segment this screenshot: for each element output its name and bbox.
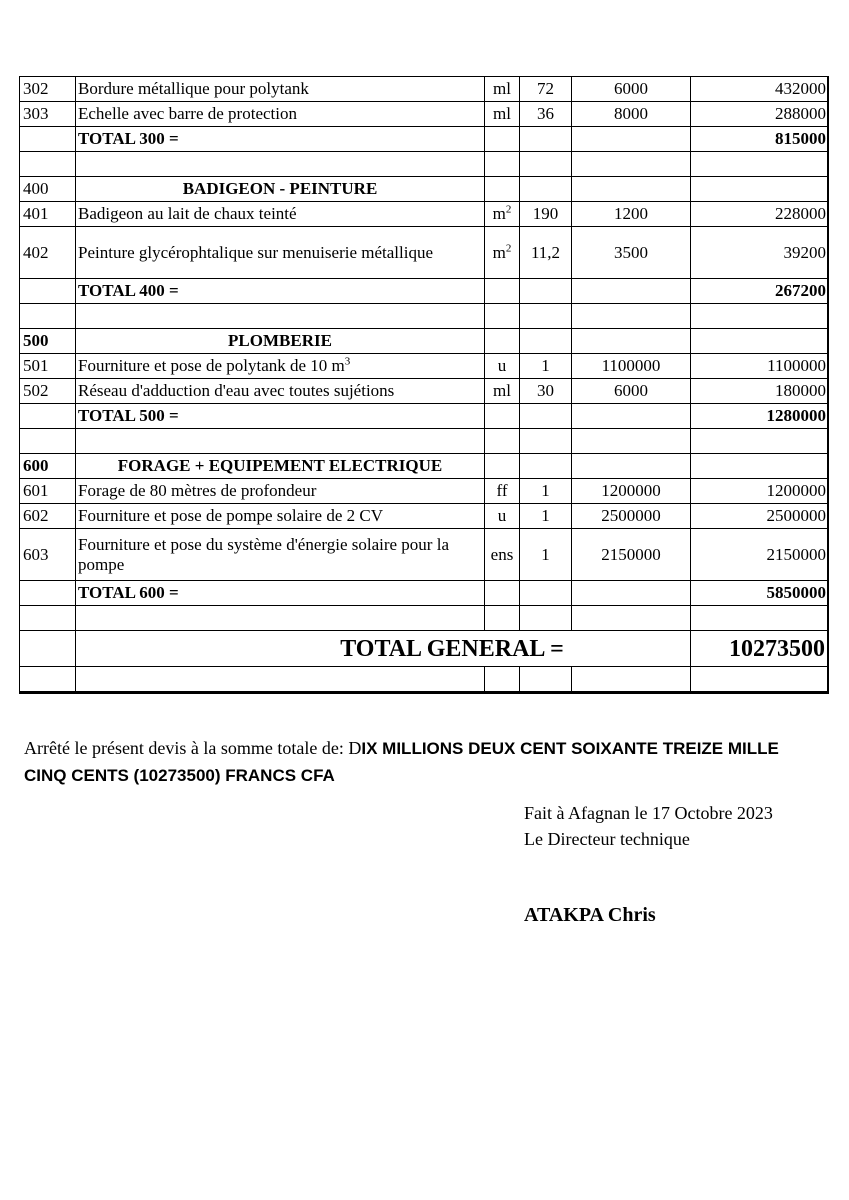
empty-cell: [20, 127, 76, 152]
item-unit: u: [485, 354, 520, 379]
table-row: [20, 529, 828, 581]
item-code: 302: [20, 77, 76, 102]
section-title: BADIGEON - PEINTURE: [76, 177, 485, 202]
item-unit-price: 2150000: [572, 529, 691, 581]
item-amount: 1100000: [691, 354, 828, 379]
closing-statement: [24, 735, 814, 789]
table-row: [20, 102, 828, 127]
item-unit: $m^2$: [485, 202, 520, 227]
item-code: 601: [20, 479, 76, 504]
table-row: [20, 77, 828, 102]
item-quantity: 72: [520, 77, 572, 102]
empty-cell: [485, 127, 520, 152]
place-and-date: Fait à Afagnan le 17 Octobre 2023: [524, 803, 773, 823]
section-code: 500: [20, 329, 76, 354]
section-title: PLOMBERIE: [76, 329, 485, 354]
section-title: FORAGE + EQUIPEMENT ELECTRIQUE: [76, 454, 485, 479]
item-unit: ff: [485, 479, 520, 504]
item-description: Fourniture et pose de pompe solaire de 2 CV: [76, 504, 485, 529]
item-unit: ml: [485, 102, 520, 127]
table-row: [20, 227, 828, 279]
item-description: Bordure métallique pour polytank: [76, 77, 485, 102]
item-description: Forage de 80 mètres de profondeur: [76, 479, 485, 504]
item-unit-price: 1100000: [572, 354, 691, 379]
section-header-row: [20, 329, 828, 354]
grand-total-label: TOTAL GENERAL =: [76, 631, 691, 667]
item-amount: 1200000: [691, 479, 828, 504]
item-unit-price: 8000: [572, 102, 691, 127]
item-quantity: 190: [520, 202, 572, 227]
blank-row: [20, 304, 828, 329]
item-code: 501: [20, 354, 76, 379]
table-row: [20, 379, 828, 404]
item-amount: 288000: [691, 102, 828, 127]
table-row: [20, 354, 828, 379]
item-amount: 180000: [691, 379, 828, 404]
item-unit-price: 6000: [572, 379, 691, 404]
item-quantity: 1: [520, 354, 572, 379]
table-row: [20, 202, 828, 227]
closing-prefix: Arrêté le présent devis à la somme totale de: D: [24, 738, 362, 758]
item-amount: 432000: [691, 77, 828, 102]
item-unit-price: 1200000: [572, 479, 691, 504]
amount-in-words: IX MILLIONS DEUX CENT SOIXANTE TREIZE MILLE CINQ CENTS (10273500) FRANCS CFA: [24, 739, 779, 785]
subtotal-amount: 1280000: [691, 404, 828, 429]
item-quantity: 11,2: [520, 227, 572, 279]
item-quantity: 1: [520, 504, 572, 529]
grand-total-row: [20, 631, 828, 667]
section-header-row: [20, 454, 828, 479]
item-description: Réseau d'adduction d'eau avec toutes sujétions: [76, 379, 485, 404]
subtotal-row: [20, 279, 828, 304]
section-header-row: [20, 177, 828, 202]
grand-total-amount: 10273500: [691, 631, 828, 667]
blank-row: [20, 152, 828, 177]
empty-cell: [572, 127, 691, 152]
blank-row: [20, 667, 828, 692]
item-code: 602: [20, 504, 76, 529]
item-unit-price: 2500000: [572, 504, 691, 529]
item-unit: $m^2$: [485, 227, 520, 279]
subtotal-amount: 267200: [691, 279, 828, 304]
item-unit: ens: [485, 529, 520, 581]
item-quantity: 1: [520, 479, 572, 504]
quote-table-wrapper: [19, 76, 829, 694]
section-code: 400: [20, 177, 76, 202]
item-quantity: 30: [520, 379, 572, 404]
subtotal-amount: 5850000: [691, 581, 828, 606]
item-unit: ml: [485, 77, 520, 102]
subtotal-label: TOTAL 400 =: [76, 279, 485, 304]
item-code: 502: [20, 379, 76, 404]
item-amount: 228000: [691, 202, 828, 227]
item-description: Fourniture et pose de polytank de 10 $m^3$: [76, 354, 485, 379]
blank-row: [20, 606, 828, 631]
subtotal-label: TOTAL 300 =: [76, 127, 485, 152]
item-description: Echelle avec barre de protection: [76, 102, 485, 127]
item-quantity: 1: [520, 529, 572, 581]
item-unit: ml: [485, 379, 520, 404]
item-description: Fourniture et pose du système d'énergie solaire pour la pompe: [76, 529, 485, 581]
item-unit-price: 1200: [572, 202, 691, 227]
blank-row: [20, 429, 828, 454]
quote-table: [19, 76, 828, 692]
item-quantity: 36: [520, 102, 572, 127]
item-description: Peinture glycérophtalique sur menuiserie métallique: [76, 227, 485, 279]
item-code: 603: [20, 529, 76, 581]
table-row: [20, 479, 828, 504]
subtotal-row: [20, 581, 828, 606]
item-amount: 2500000: [691, 504, 828, 529]
subtotal-row: [20, 127, 828, 152]
subtotal-label: TOTAL 600 =: [76, 581, 485, 606]
item-unit-price: 3500: [572, 227, 691, 279]
empty-cell: [520, 127, 572, 152]
subtotal-label: TOTAL 500 =: [76, 404, 485, 429]
item-amount: 39200: [691, 227, 828, 279]
subtotal-amount: 815000: [691, 127, 828, 152]
item-code: 303: [20, 102, 76, 127]
item-unit-price: 6000: [572, 77, 691, 102]
signature-block: [524, 800, 773, 852]
table-row: [20, 504, 828, 529]
item-description: Badigeon au lait de chaux teinté: [76, 202, 485, 227]
item-amount: 2150000: [691, 529, 828, 581]
item-code: 402: [20, 227, 76, 279]
section-code: 600: [20, 454, 76, 479]
item-unit: u: [485, 504, 520, 529]
signer-name: ATAKPA Chris: [524, 904, 656, 926]
item-code: 401: [20, 202, 76, 227]
signer-title: Le Directeur technique: [524, 829, 690, 849]
subtotal-row: [20, 404, 828, 429]
